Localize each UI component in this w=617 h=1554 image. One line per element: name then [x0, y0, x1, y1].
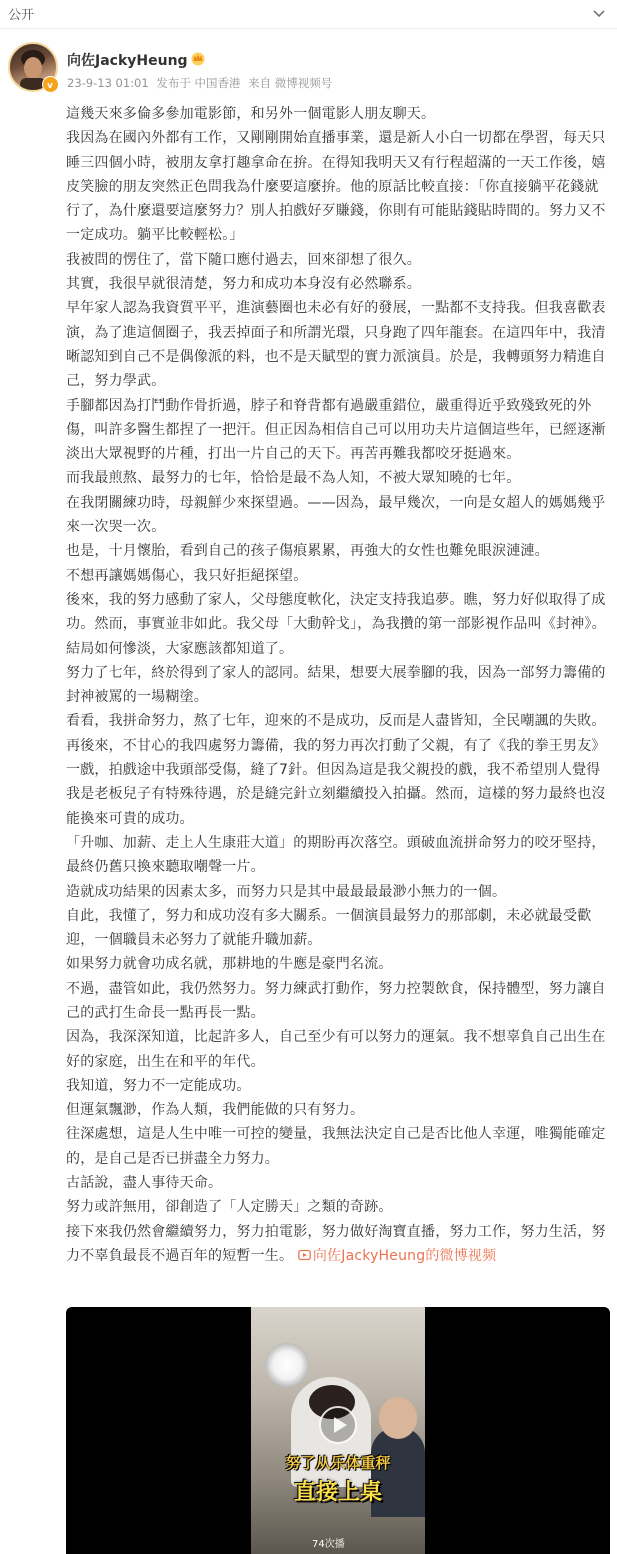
post-paragraph: 結局如何慘淡，大家應該都知道了。 [66, 640, 294, 657]
post-paragraph: 不想再讓媽媽傷心，我只好拒絕探望。 [66, 567, 308, 584]
post-body [66, 102, 610, 1268]
post-paragraph: 這幾天來多倫多參加電影節，和另外一個電影人朋友聊天。 [66, 106, 436, 122]
video-caption-main: 直接上桌 [293, 1480, 382, 1505]
play-icon[interactable] [318, 1405, 358, 1445]
visibility-label: 公开 [8, 8, 35, 23]
post-paragraph: 看看，我拼命努力，熬了七年，迎來的不是成功，反而是人盡皆知，全民嘲諷的失敗。 [66, 713, 606, 730]
post-paragraph: 早年家人認為我資質平平，進演藝圈也未必有好的發展，一點都不支持我。但我喜歡表演，為了進這個圈子，我丟掉面子和所謂光環，只身跑了四年龍套。在這四年中，我清晰認知到自己不是偶像派的料，也不是天賦型的實力派演員。於是，我轉頭努力精進自己，努力學武。 [66, 300, 606, 390]
post-paragraph: 造就成功結果的因素太多，而努力只是其中最最最最渺小無力的一個。 [66, 883, 507, 900]
post-paragraph: 如果努力就會功成名就，那耕地的牛應是豪門名流。 [66, 956, 393, 973]
post-paragraph: 自此，我懂了，努力和成功沒有多大關系。一個演員最努力的那部劇，未必就最受歡迎，一個職員未必努力了就能升職加薪。 [66, 907, 592, 949]
post-paragraph: 古話說，盡人事待天命。 [66, 1175, 223, 1192]
svg-text:v: v [46, 80, 53, 90]
video-player[interactable] [66, 1307, 610, 1554]
post-paragraph: 也是，十月懷胎，看到自己的孩子傷痕累累，再強大的女性也難免眼淚漣漣。 [66, 543, 549, 560]
post-paragraph: 我因為在國內外都有工作，又剛剛開始直播事業，還是新人小白一切都在學習，每天只睡三四個小時，被朋友拿打趣拿命在拚。在得知我明天又有行程超滿的一天工作後，嬉皮笑臉的朋友突然正色問我為什麼要這麼拚。他的原話比較直接：「你直接躺平花錢就行了，為什麼還要這麼努力？別人拍戲好歹賺錢，你則有可能貼錢貼時間的。努力又不一定成功。躺平比較輕松。」 [66, 130, 606, 244]
post-paragraph: 往深處想，這是人生中唯一可控的變量，我無法決定自己是否比他人幸運，唯獨能確定的，是自己是否已拼盡全力努力。 [66, 1126, 606, 1167]
post-meta [67, 75, 336, 91]
video-link-icon [298, 1249, 311, 1261]
post-paragraph: 手腳都因為打鬥動作骨折過，脖子和脊背都有過嚴重錯位，嚴重得近乎致殘致死的外傷，叫許多醫生都捏了一把汗。但正因為相信自己可以用功夫片這個這些年，已經逐漸淡出大眾視野的片種，打出一片自己的天下。再苦再難我都咬牙挺過來。 [66, 397, 606, 463]
member-crown-icon[interactable] [190, 50, 206, 66]
post-date[interactable]: 23-9-13 01:01 [67, 76, 149, 90]
post-paragraph: 但運氣飄渺，作為人類，我們能做的只有努力。 [66, 1102, 365, 1119]
post-source: 来自 微博视频号 [248, 76, 333, 90]
studio-light [265, 1343, 309, 1387]
video-caption-top: 努了从乐体重秤 [285, 1454, 391, 1472]
post-paragraph: 後來，我的努力感動了家人，父母態度軟化，決定支持我追夢。瞧，努力好似取得了成功。然而，事實並非如此。我父母「大動幹戈」，為我攢的第一部影視作品叫《封神》。 [66, 591, 606, 633]
post-location: 发布于 中国香港 [156, 76, 241, 90]
post-paragraph: 其實，我很早就很清楚，努力和成功本身沒有必然聯系。 [66, 276, 421, 293]
post-paragraph: 努力或許無用，卻創造了「人定勝天」之類的奇跡。 [66, 1199, 393, 1216]
video-link-label[interactable]: 向佐JackyHeung的微博视频 [312, 1247, 497, 1264]
post-paragraph: 「升咖、加薪、走上人生康莊大道」的期盼再次落空。頭破血流拼命努力的咬牙堅持，最終仍舊只換來聽取嘲聲一片。 [66, 834, 606, 876]
post-paragraph: 努力了七年，終於得到了家人的認同。結果，想要大展拳腳的我，因為一部努力籌備的封神被罵的一場糊塗。 [66, 664, 606, 706]
video-view-count: 74次播 [312, 1539, 345, 1550]
author-name[interactable]: 向佐JackyHeung [67, 53, 188, 69]
chevron-down-icon[interactable] [591, 5, 607, 21]
post-paragraph: 我被問的愣住了，當下隨口應付過去，回來卻想了很久。 [66, 251, 421, 268]
post-paragraph: 在我閉關練功時，母親鮮少來探望過。——因為，最早幾次，一向是女超人的媽媽幾乎來一次哭一次。 [66, 494, 606, 536]
video-person-b-head [379, 1397, 417, 1439]
verified-badge-icon [42, 76, 59, 93]
post-paragraph: 而我最煎熬、最努力的七年，恰恰是最不為人知，不被大眾知曉的七年。 [66, 470, 521, 487]
post-paragraph: 我知道，努力不一定能成功。 [66, 1077, 251, 1094]
video-link[interactable] [298, 1248, 496, 1264]
author-avatar[interactable] [8, 42, 58, 92]
post-last-paragraph-text: 接下來我仍然會繼續努力，努力拍電影，努力做好淘寶直播，努力工作，努力生活，努力不辜負最長不過百年的短暫一生。 [66, 1223, 606, 1264]
post-paragraph: 不過，盡管如此，我仍然努力。努力練武打動作，努力控製飲食，保持體型，努力讓自己的武打生命長一點再長一點。 [66, 980, 606, 1021]
post-paragraph: 再後來，不甘心的我四處努力籌備，我的努力再次打動了父親，有了《我的拳王男友》一戲，拍戲途中我頭部受傷，縫了7針。但因為這是我父親投的戲，我不希望別人覺得我是老板兒子有特殊待遇，於是縫完針立刻繼續投入拍攝。然而，這樣的努力最終也沒能換來可貴的成功。 [66, 737, 606, 827]
post-last-paragraph [66, 1220, 610, 1269]
top-bar [0, 0, 617, 29]
post-paragraph: 因為，我深深知道，比起許多人，自己至少有可以努力的運氣。我不想辜負自己出生在好的家庭，出生在和平的年代。 [66, 1029, 606, 1070]
